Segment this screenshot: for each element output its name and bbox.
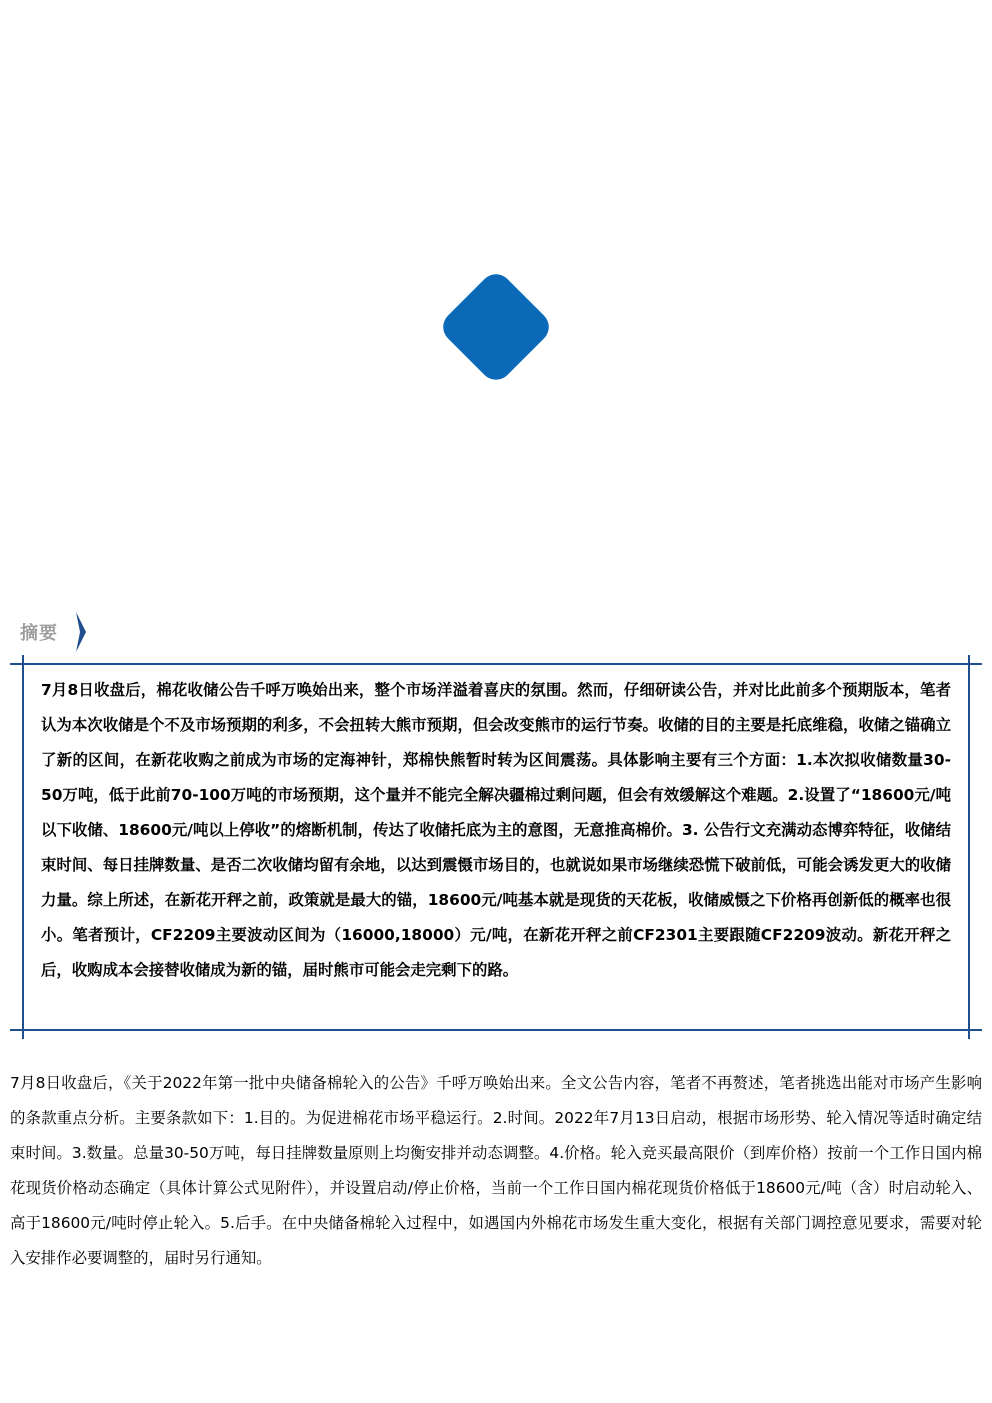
abstract-box-top-border [10,663,982,665]
diamond-logo-shape [424,255,568,399]
abstract-box-bottom-border [10,1029,982,1031]
abstract-heading [20,614,58,650]
diamond-logo-icon [424,255,568,399]
abstract-text: 7月8日收盘后，棉花收储公告千呼万唤始出来，整个市场洋溢着喜庆的氛围。然而，仔细研读公告，并对比此前多个预期版本，笔者认为本次收储是个不及市场预期的利多，不会扭转大熊市预期，但会改变熊市的运行节奏。收储的目的主要是托底维稳，收储之锚确立了新的区间，在新花收购之前成为市场的定海神针，郑棉快熊暂时转为区间震荡。具体影响主要有三个方面：1.本次拟收储数量30-50万吨，低于此前70-100万吨的市场预期，这个量并不能完全解决疆棉过剩问题，但会有效缓解这个难题。2.设置了“18600元/吨以下收储、18600元/吨以上停收”的熔断机制，传达了收储托底为主的意图，无意推高棉价。3. 公告行文充满动态博弈特征，收储结束时间、每日挂牌数量、是否二次收储均留有余地，以达到震慑市场目的，也就说如果市场继续恐慌下破前低，可能会诱发更大的收储力量。综上所述，在新花开秤之前，政策就是最大的锚，18600元/吨基本就是现货的天花板，收储威慑之下价格再创新低的概率也很小。笔者预计，CF2209主要波动区间为（16000,18000）元/吨，在新花开秤之前CF2301主要跟随CF2209波动。新花开秤之后，收购成本会接替收储成为新的锚，届时熊市可能会走完剩下的路。 [41,681,951,979]
abstract-title: 摘要 [20,623,58,644]
abstract-box [10,655,982,1039]
abstract-box-left-border [22,655,24,1039]
chevron-right-icon [76,612,90,652]
abstract-box-right-border [968,655,970,1039]
body-paragraph: 7月8日收盘后，《关于2022年第一批中央储备棉轮入的公告》千呼万唤始出来。全文公告内容，笔者不再赘述，笔者挑选出能对市场产生影响的条款重点分析。主要条款如下：1.目的。为促进棉花市场平稳运行。2.时间。2022年7月13日启动，根据市场形势、轮入情况等适时确定结束时间。3.数量。总量30-50万吨，每日挂牌数量原则上均衡安排并动态调整。4.价格。轮入竞买最高限价（到库价格）按前一个工作日国内棉花现货价格动态确定（具体计算公式见附件），并设置启动/停止价格，当前一个工作日国内棉花现货价格低于18600元/吨（含）时启动轮入、高于18600元/吨时停止轮入。5.后手。在中央储备棉轮入过程中，如遇国内外棉花市场发生重大变化，根据有关部门调控意见要求，需要对轮入安排作必要调整的，届时另行通知。 [10,1074,982,1267]
